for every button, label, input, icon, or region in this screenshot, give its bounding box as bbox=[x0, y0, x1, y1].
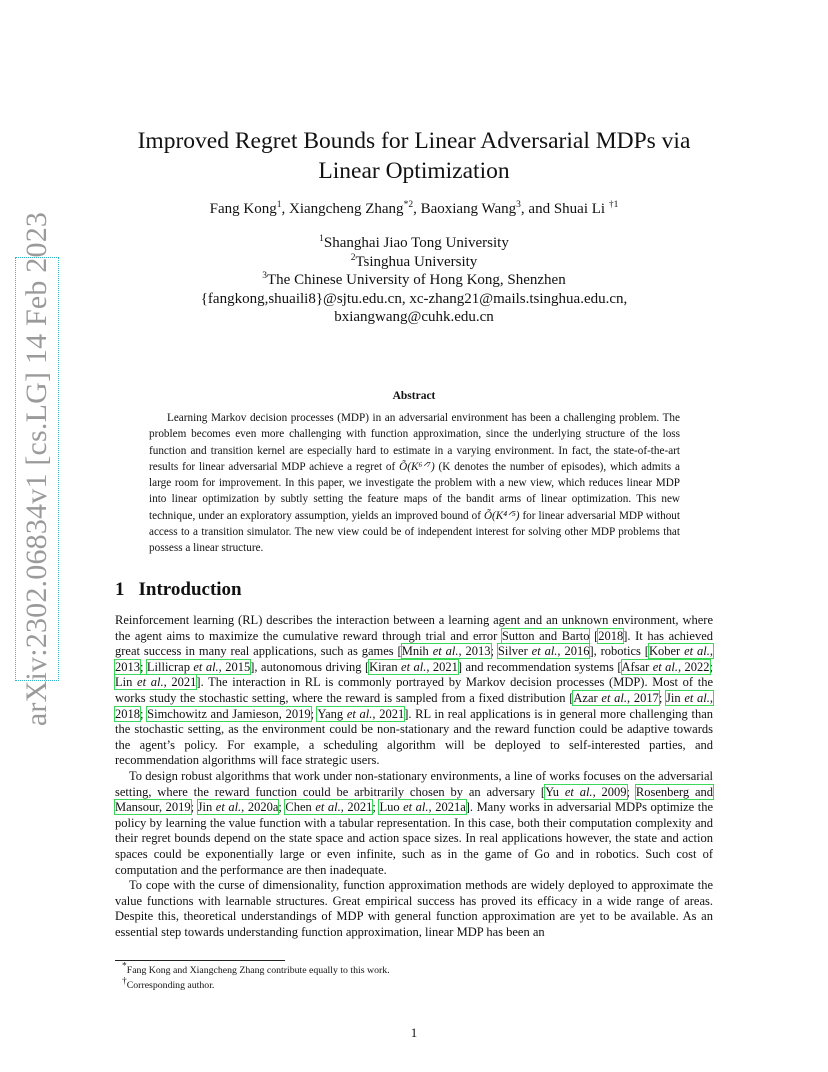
citation-link[interactable] bbox=[379, 800, 465, 814]
cite-year: , 2021 bbox=[163, 675, 197, 690]
affiliation-line bbox=[100, 253, 728, 272]
abstract-paragraph bbox=[149, 410, 680, 557]
paper-title bbox=[100, 126, 728, 186]
author-affil-mark: 3 bbox=[516, 200, 521, 210]
affiliation-line bbox=[100, 271, 728, 290]
footnote-rule bbox=[115, 960, 285, 961]
body-paragraph: To cope with the curse of dimensionality, function approximation methods are widely deployed to approximate the value functions with learnable structures. Great empirical success has proved its efficacy in a wide range of areas. Despite this, theoretical understandings of MDP with general function approximation are yet to be available. As an essential step towards understanding function approximation, linear MDP has been an bbox=[115, 878, 713, 939]
citation-link[interactable]: 2018 bbox=[598, 628, 624, 643]
citation-link[interactable] bbox=[147, 660, 250, 674]
cite-author: Jin bbox=[197, 800, 213, 815]
footnote-text: Fang Kong and Xiangcheng Zhang contribute equally to this work. bbox=[126, 965, 390, 976]
author-name: Fang Kong bbox=[209, 201, 277, 217]
body-text: ; bbox=[140, 706, 148, 721]
author-name: Baoxiang Wang bbox=[420, 201, 517, 217]
cite-etal: et al. bbox=[401, 659, 427, 674]
body-text: [ bbox=[589, 628, 599, 643]
body-text: ; bbox=[626, 784, 636, 799]
section-heading bbox=[115, 579, 242, 601]
cite-etal: et al. bbox=[315, 800, 341, 815]
affil-mark: 2 bbox=[350, 252, 356, 263]
footnote bbox=[122, 961, 390, 979]
cite-year: , 2018 bbox=[115, 690, 714, 721]
cite-year: , 2020a bbox=[241, 800, 279, 815]
citation-link[interactable]: Simchowitz and Jamieson, 2019 bbox=[147, 706, 311, 721]
citation-link[interactable]: Rosenberg and Mansour, 2019 bbox=[115, 784, 714, 815]
cite-author: Kiran bbox=[369, 659, 398, 674]
cite-etal: et al. bbox=[601, 690, 627, 705]
citation-link[interactable] bbox=[285, 800, 372, 814]
cite-author: Lillicrap bbox=[146, 659, 190, 674]
cite-year: , 2017 bbox=[626, 690, 659, 705]
cite-year: , 2021 bbox=[372, 706, 405, 721]
cite-year: , 2021 bbox=[340, 800, 373, 815]
citation-link[interactable] bbox=[545, 785, 626, 799]
cite-year: , 2013 bbox=[115, 644, 714, 674]
body-text: ; bbox=[278, 800, 286, 815]
cite-etal: et al. bbox=[215, 800, 242, 815]
title-line-1: Improved Regret Bounds for Linear Adversarial MDPs via bbox=[137, 128, 691, 154]
title-line-2: Linear Optimization bbox=[318, 158, 510, 184]
cite-etal: et al. bbox=[531, 644, 558, 659]
citation-link[interactable]: Sutton and Barto bbox=[501, 628, 590, 643]
email-line: {fangkong,shuaili8}@sjtu.edu.cn, xc-zhang21@mails.tsinghua.edu.cn, bbox=[200, 290, 628, 307]
cite-etal: et al. bbox=[432, 644, 459, 659]
cite-year: , 2015 bbox=[218, 659, 251, 674]
abstract-text: Learning Markov decision processes (MDP) in an adversarial environment has been a challenging problem. The problem becomes even more challenging with function approximation, since the underlying structure of the loss function and transition kernel are especially hard to estimate in a varying environment. In fact, the state-of-the-art results for linear adversarial MDP achieve a regret of bbox=[149, 412, 680, 473]
author-separator: , bbox=[281, 201, 290, 217]
author-list bbox=[100, 201, 728, 218]
affil-name: Tsinghua University bbox=[355, 253, 478, 270]
author-affil-mark: *2 bbox=[403, 200, 414, 210]
author-affil-mark: 1 bbox=[276, 200, 282, 210]
cite-etal: et al. bbox=[684, 644, 710, 659]
affil-name: Shanghai Jiao Tong University bbox=[323, 235, 509, 251]
author-separator: , bbox=[413, 201, 421, 217]
cite-author: Yang bbox=[317, 706, 344, 721]
citation-link[interactable] bbox=[498, 644, 590, 658]
body-text: ; bbox=[190, 800, 198, 815]
cite-year: , 2022 bbox=[678, 659, 710, 674]
cite-author: Kober bbox=[648, 644, 681, 659]
footnote-mark: * bbox=[122, 961, 127, 972]
arxiv-identifier-stamp[interactable] bbox=[15, 211, 59, 727]
section-title: Introduction bbox=[138, 579, 242, 600]
cite-author: Yu bbox=[545, 784, 559, 799]
cite-etal: et al. bbox=[403, 800, 429, 815]
affil-mark: 1 bbox=[319, 234, 324, 244]
affil-name: The Chinese University of Hong Kong, Shenzhen bbox=[267, 272, 566, 288]
cite-etal: et al. bbox=[652, 659, 678, 674]
section-number: 1 bbox=[115, 579, 125, 600]
cite-etal: et al. bbox=[346, 706, 373, 721]
cite-year: , 2009 bbox=[592, 784, 627, 799]
citation-link[interactable] bbox=[573, 691, 658, 705]
cite-etal: et al. bbox=[137, 675, 164, 690]
body-text: ] and recommendation systems [ bbox=[457, 659, 622, 674]
footnote bbox=[122, 976, 390, 994]
body-text: ], autonomous driving [ bbox=[250, 659, 370, 674]
footnote-mark: † bbox=[122, 976, 127, 987]
cite-etal: et al. bbox=[193, 659, 219, 674]
cite-year: , 2016 bbox=[557, 644, 590, 659]
citation-link[interactable] bbox=[622, 660, 710, 674]
body-text: Reinforcement learning (RL) describes the interaction between a learning agent and an unknown environment, where the agent aims to maximize the cumulative reward through trial and error bbox=[115, 613, 713, 643]
page-number: 1 bbox=[410, 1025, 418, 1040]
cite-author: Silver bbox=[497, 644, 528, 659]
abstract-text: (K denotes the number of episodes), which admits a large room for improvement. In this paper, we investigate the problem with a new view, which reduces linear MDP into linear optimization by subtly setting the feature maps of the bandit arms of linear optimization. This new technique, under an exploratory assumption, yields an improved bound of bbox=[149, 460, 680, 522]
citation-link[interactable] bbox=[369, 660, 458, 674]
cite-year: , 2021a bbox=[428, 800, 466, 815]
cite-year: , 2021 bbox=[426, 659, 458, 674]
math-expression: Õ(K⁶ᐟ⁷) bbox=[399, 460, 435, 473]
body-text: ], robotics [ bbox=[589, 644, 649, 659]
footnote-text: Corresponding author. bbox=[126, 979, 215, 991]
citation-link[interactable] bbox=[115, 675, 196, 689]
body-text: ; bbox=[310, 706, 318, 721]
body-text: ; bbox=[490, 644, 498, 659]
cite-author: Mnih bbox=[401, 644, 429, 659]
author-name: Xiangcheng Zhang bbox=[289, 201, 404, 217]
abstract-body bbox=[149, 410, 680, 557]
author-affil-mark: †1 bbox=[608, 200, 619, 210]
cite-etal: et al. bbox=[564, 784, 593, 799]
body-paragraph bbox=[115, 769, 713, 878]
affiliations bbox=[100, 234, 728, 327]
body-text: ; bbox=[140, 659, 147, 674]
body-text: ; bbox=[372, 800, 380, 815]
author-name: Shuai Li bbox=[553, 201, 609, 217]
body-text: ; bbox=[709, 659, 714, 674]
body-text: ]. RL in real applications is in general more challenging than the stochastic setting, as the environment could be non-stationary and the reward function could be adaptive towards the agent’s policy. For example, a scheduling algorithm will be deployed to self-interested parties, and recommendation algorithms will face strategic users. bbox=[115, 706, 714, 768]
citation-link[interactable] bbox=[198, 800, 279, 814]
citation-link[interactable] bbox=[402, 644, 491, 658]
body-text: ; bbox=[658, 690, 667, 705]
body-text: ]. Many works in adversarial MDPs optimize the policy by learning the value function with a tabular representation. In this case, both their computation complexity and their regret bounds depend on the state space and action space sizes. In real applications however, the state and action spaces could be exponentially large or even infinite, such as in the game of Go and in robotics. Such cost of computation and the performance are then inadequate. bbox=[115, 800, 714, 877]
affil-mark: 3 bbox=[262, 271, 268, 281]
body-text: To design robust algorithms that work under non-stationary environments, a line of works focuses on the adversarial setting, where the reward function could be arbitrarily chosen by an adversary [ bbox=[115, 768, 713, 799]
cite-author: Azar bbox=[573, 690, 598, 705]
abstract-heading: Abstract bbox=[392, 390, 436, 402]
affiliation-line bbox=[100, 234, 728, 253]
cite-author: Lin bbox=[115, 675, 133, 690]
body-text: ]. The interaction in RL is commonly portrayed by Markov decision processes (MDP). Most of the works study the stochastic setting, where the reward is sampled from a fixed distribution [ bbox=[115, 675, 714, 705]
author-separator: , and bbox=[520, 201, 554, 217]
cite-author: Jin bbox=[666, 690, 681, 705]
citation-link[interactable] bbox=[317, 707, 404, 721]
abstract-text: for linear adversarial MDP without access to a transition simulator. The new view could be of independent interest for solving other MDP problems that possess a linear structure. bbox=[149, 509, 680, 555]
body-text: ]. It has achieved great success in many real applications, such as games [ bbox=[115, 628, 713, 659]
cite-author: Chen bbox=[285, 800, 312, 815]
cite-etal: et al. bbox=[684, 690, 710, 705]
arxiv-identifier: arXiv:2302.06834v1 [cs.LG] 14 Feb 2023 bbox=[20, 211, 54, 727]
email-line: bxiangwang@cuhk.edu.cn bbox=[334, 309, 494, 325]
cite-author: Luo bbox=[379, 800, 400, 815]
body-paragraph bbox=[115, 613, 713, 769]
cite-year: , 2013 bbox=[458, 644, 491, 659]
math-expression: Õ(K⁴ᐟ⁵) bbox=[483, 509, 520, 522]
footnotes bbox=[122, 961, 390, 993]
cite-author: Afsar bbox=[621, 659, 650, 674]
introduction-body bbox=[115, 613, 713, 940]
